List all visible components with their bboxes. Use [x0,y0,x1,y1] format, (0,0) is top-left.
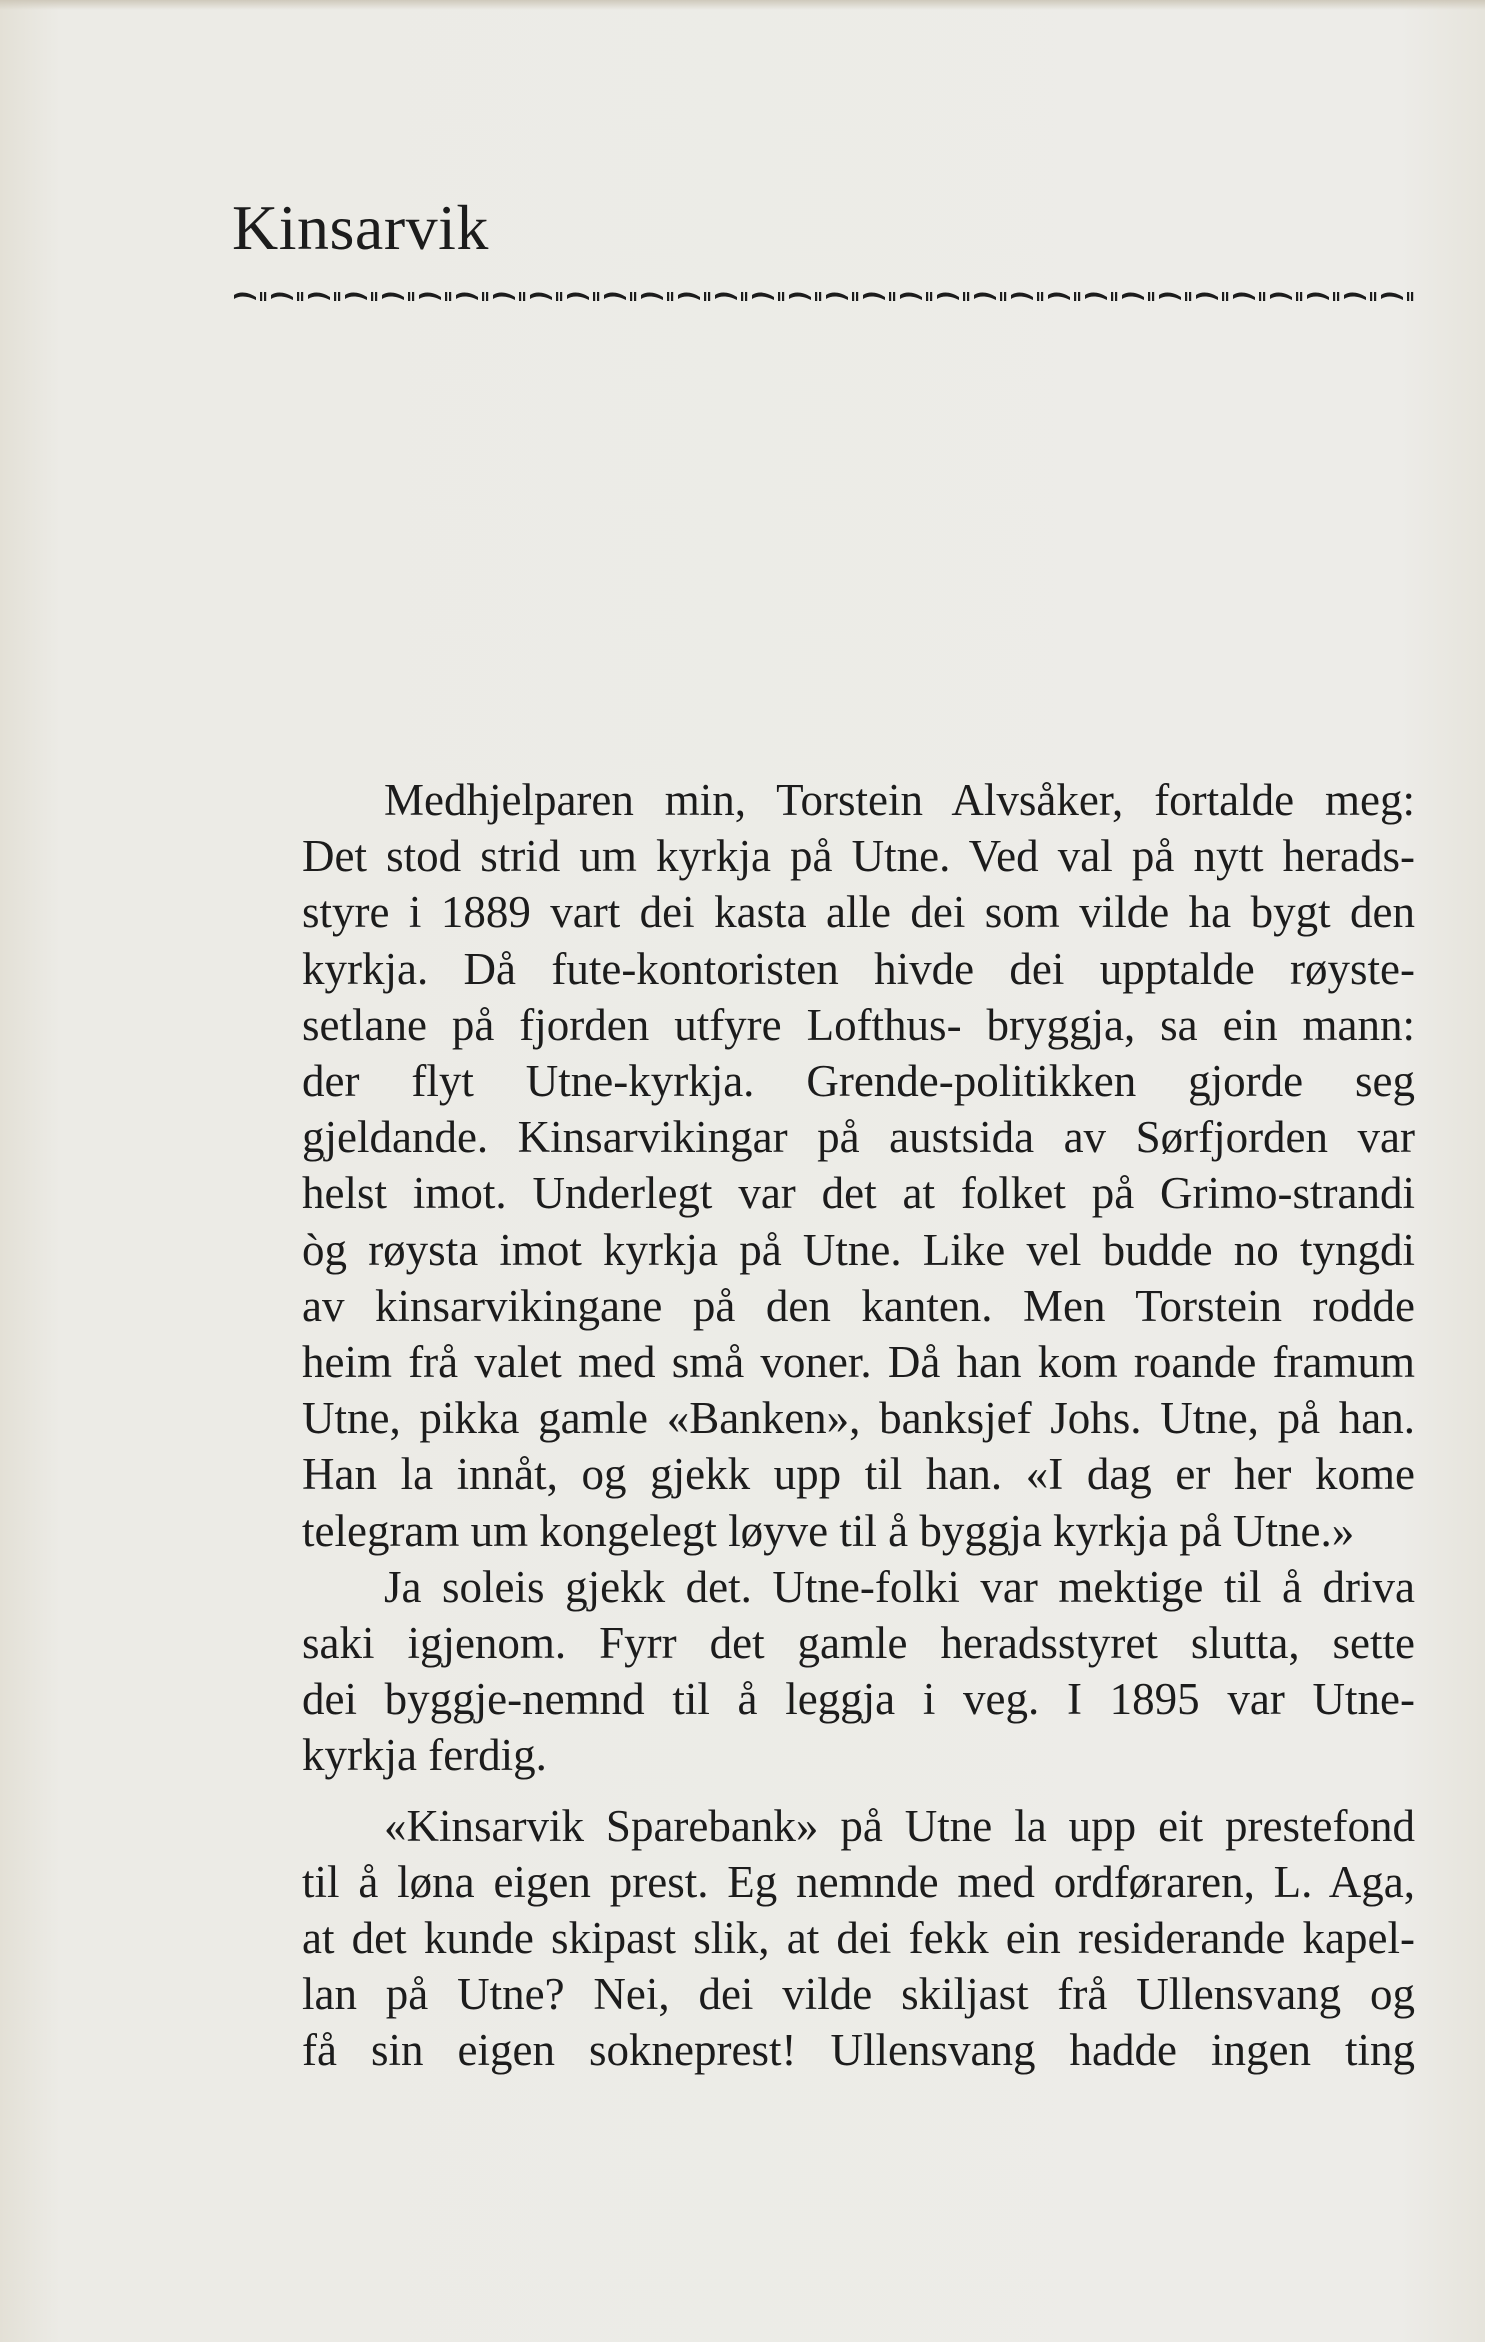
text-line: «Kinsarvik Sparebank» på Utne la upp eit prestefond [384,1800,1415,1851]
ornament-dash [1196,293,1218,300]
ornament-bar [1333,292,1335,301]
ornament-bar [1074,292,1076,301]
ornament-dash [271,293,293,300]
ornament-dash [752,293,774,300]
ornament-bar [445,292,447,301]
ornament-bar [741,292,743,301]
ornament-bar [1407,292,1409,301]
text-line: av kinsarvikingane på den kanten. Men Torstein rodde [302,1280,1415,1331]
ornament-dash [1344,293,1366,300]
text-line: heim frå valet med små voner. Då han kom roande framum [302,1337,1415,1388]
ornament-dash [641,293,663,300]
ornament-bar [371,292,373,301]
ornament-bar [375,292,377,301]
paragraph-3 [220,1798,1415,2079]
page-edge-shadow [0,0,1485,10]
ornament-dash [419,293,441,300]
ornament-bar [449,292,451,301]
ornament-dash [900,293,922,300]
ornament-bar [334,292,336,301]
ornament-bar [1041,292,1043,301]
ornament-bar [926,292,928,301]
ornament-dash [826,293,848,300]
ornament-dash [1307,293,1329,300]
ornament-bar [1115,292,1117,301]
ornament-bar [745,292,747,301]
ornament-bar [704,292,706,301]
ornament-bar [1226,292,1228,301]
text-line: òg røysta imot kyrkja på Utne. Like vel budde no tyngdi [302,1224,1415,1275]
ornament-bar [519,292,521,301]
ornament-bar [560,292,562,301]
ornament-dash [530,293,552,300]
text-line: helst imot. Underlegt var det at folket på Grimo-strandi [302,1168,1415,1219]
ornament-dash [1011,293,1033,300]
ornament-dash [789,293,811,300]
text-line: at det kunde skipast slik, at dei fekk ein residerande kapel- [302,1913,1415,1964]
ornament-bar [1296,292,1298,301]
ornament-dash [715,293,737,300]
ornament-bar [819,292,821,301]
ornament-bar [260,292,262,301]
chapter-title: Kinsarvik [232,192,489,263]
ornament-dash [937,293,959,300]
text-line: setlane på fjorden utfyre Lofthus- bryggja, sa ein mann: [302,999,1415,1050]
ornament-bar [893,292,895,301]
text-line: Det stod strid um kyrkja på Utne. Ved val på nytt herads- [302,831,1415,882]
text-line: Ja soleis gjekk det. Utne-folki var mektige til å driva [384,1561,1415,1612]
ornament-bar [1259,292,1261,301]
text-line: kyrkja ferdig. [302,1730,547,1781]
text-line: kyrkja. Då fute-kontoristen hivde dei upptalde røyste- [302,943,1415,994]
ornament-dash [493,293,515,300]
ornament-dash [604,293,626,300]
ornament-bar [1411,292,1413,301]
ornament-bar [1189,292,1191,301]
ornament-bar [815,292,817,301]
text-line: dei byggje-nemnd til å leggja i veg. I 1895 var Utne- [302,1674,1415,1725]
ornament-bar [634,292,636,301]
ornament-bar [523,292,525,301]
ornament-dash [1159,293,1181,300]
ornament-bar [1111,292,1113,301]
ornament-dash [974,293,996,300]
ornament-bar [264,292,266,301]
ornament-bar [1300,292,1302,301]
text-line: der flyt Utne-kyrkja. Grende-politikken gjorde seg [302,1056,1415,1107]
paragraph-1 [220,772,1415,1559]
ornament-dash [1122,293,1144,300]
text-line: telegram um kongelegt løyve til å byggja kyrkja på Utne.» [302,1505,1355,1556]
ornament-bar [338,292,340,301]
ornament-dash [382,293,404,300]
decorative-rule [232,284,1422,308]
ornament-bar [1078,292,1080,301]
ornament-bar [967,292,969,301]
text-line: saki igjenom. Fyrr det gamle heradsstyret slutta, sette [302,1618,1415,1669]
ornament-bar [630,292,632,301]
ornament-bar [482,292,484,301]
text-line: få sin eigen sokneprest! Ullensvang hadde ingen ting [302,2025,1415,2076]
ornament-bar [1374,292,1376,301]
ornament-bar [297,292,299,301]
ornament-bar [889,292,891,301]
ornament-bar [671,292,673,301]
ornament-bar [963,292,965,301]
body-text [220,772,1415,2079]
ornament-bar [1037,292,1039,301]
ornament-bar [597,292,599,301]
ornament-bar [1000,292,1002,301]
ornament-bar [1263,292,1265,301]
ornament-bar [1185,292,1187,301]
paragraph-2 [220,1559,1415,1784]
ornament-bar [556,292,558,301]
text-line: til å løna eigen prest. Eg nemnde med ordføraren, L. Aga, [302,1856,1415,1907]
ornament-bar [667,292,669,301]
ornament-dash [1233,293,1255,300]
ornament-bar [1370,292,1372,301]
ornament-dash [1085,293,1107,300]
ornament-bar [301,292,303,301]
ornament-bar [1222,292,1224,301]
ornament-bar [486,292,488,301]
ornament-dash [863,293,885,300]
ornament-bar [1148,292,1150,301]
ornament-dash [1048,293,1070,300]
text-line: Medhjelparen min, Torstein Alvsåker, fortalde meg: [384,775,1415,825]
ornament-bar [1004,292,1006,301]
text-line: styre i 1889 vart dei kasta alle dei som vilde ha bygt den [302,887,1415,938]
text-line: gjeldande. Kinsarvikingar på austsida av Sørfjorden var [302,1112,1415,1163]
text-line: lan på Utne? Nei, dei vilde skiljast frå Ullensvang og [302,1969,1415,2020]
text-line: Utne, pikka gamle «Banken», banksjef Johs. Utne, på han. [302,1393,1415,1444]
ornament-dash [1381,293,1403,300]
ornament-bar [408,292,410,301]
ornament-bar [782,292,784,301]
ornament-dash [234,293,256,300]
ornament-bar [1152,292,1154,301]
ornament-dash [345,293,367,300]
ornament-bar [593,292,595,301]
ornament-dash [678,293,700,300]
ornament-bar [412,292,414,301]
ornament-bar [1337,292,1339,301]
ornament-bar [930,292,932,301]
ornament-bar [778,292,780,301]
ornament-bar [856,292,858,301]
ornament-dash [308,293,330,300]
ornament-bar [708,292,710,301]
text-line: Han la innåt, og gjekk upp til han. «I dag er her kome [302,1449,1415,1500]
ornament-bar [852,292,854,301]
ornament-dash [1270,293,1292,300]
ornament-dash [567,293,589,300]
ornament-dash [456,293,478,300]
